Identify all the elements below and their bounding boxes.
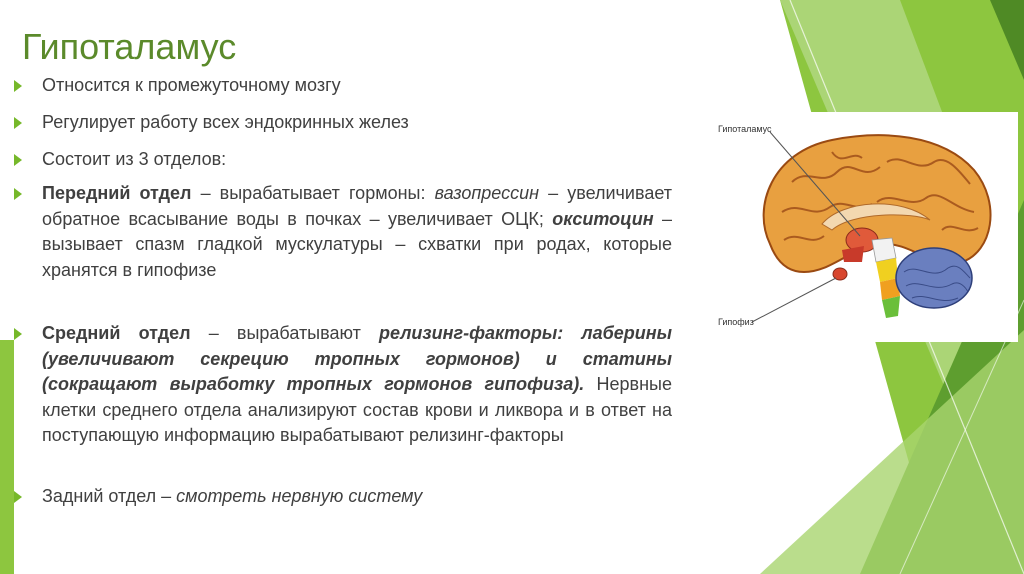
- vasopressin-term: вазопрессин: [434, 183, 540, 203]
- hypothalamus-label: Гипоталамус: [718, 124, 772, 134]
- bullet-text: Состоит из 3 отделов:: [42, 149, 227, 169]
- bullet-arrow-icon: [14, 188, 22, 200]
- bullet-arrow-icon: [14, 491, 22, 503]
- bullet-arrow-icon: [14, 154, 22, 166]
- bullet-item: [42, 110, 672, 136]
- releasing-factors-term: релизинг-факторы: лаберины (увеличивают секрецию тропных гормонов) и статины (сокращают выработку тропных гормонов гипофиза).: [42, 323, 673, 395]
- bullet-text: Регулирует работу всех эндокринных желез: [42, 112, 409, 132]
- slide-title: Гипоталамус: [22, 26, 237, 67]
- bullet-item-anterior: Передний отдел – вырабатывает гормоны: вазопрессин – увеличивает обратное всасывание воды в почках – увеличивает ОЦК; окситоцин – вызывает спазм гладкой мускулатуры – схватки при родах, которые хранятся в гипофизе: [42, 181, 672, 283]
- brain-figure: [712, 112, 1018, 342]
- middle-section-label: Средний отдел: [42, 323, 191, 343]
- bullet-text: Относится к промежуточному мозгу: [42, 75, 341, 95]
- posterior-reference: смотреть нервную систему: [176, 486, 423, 506]
- bullet-item: [42, 147, 672, 173]
- bullet-item: [42, 73, 672, 99]
- bullet-item-posterior: Задний отдел – смотреть нервную систему: [42, 484, 672, 510]
- pituitary-label: Гипофиз: [718, 317, 754, 327]
- bullet-arrow-icon: [14, 328, 22, 340]
- anterior-section-label: Передний отдел: [42, 183, 192, 203]
- bullet-arrow-icon: [14, 80, 22, 92]
- oxytocin-term: окситоцин: [552, 208, 654, 229]
- brain-illustration-icon: [712, 112, 1018, 342]
- bullet-arrow-icon: [14, 117, 22, 129]
- bullet-item-middle: Средний отдел – вырабатывают релизинг-факторы: лаберины (увеличивают секрецию тропных гормонов) и статины (сокращают выработку тропных гормонов гипофиза). Нервные клетки среднего отдела анализируют состав крови и ликвора и в ответ на поступающую информацию вырабатывают релизинг-факторы: [42, 321, 672, 449]
